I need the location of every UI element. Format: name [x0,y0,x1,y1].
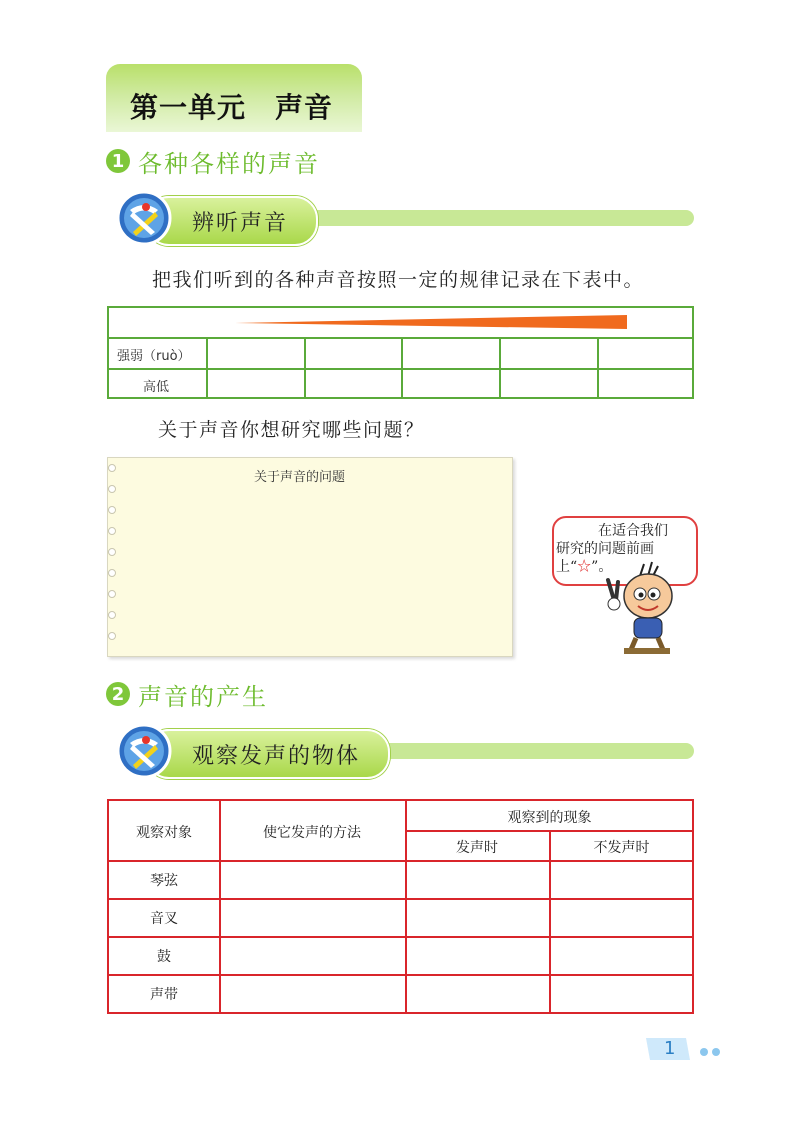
intensity-wedge [235,314,629,330]
row-label: 声带 [150,987,178,1003]
page-number: 1 [664,1038,676,1059]
row-label: 鼓 [157,949,171,965]
activity-icon [116,190,172,246]
section-1-number: 1 [106,149,130,173]
row-label: 琴弦 [150,873,178,889]
questions-notepad [107,457,513,657]
observation-table [107,799,694,1014]
section-1-title: 各种各样的声音 [138,150,320,178]
page-number-tab [640,1034,724,1064]
activity-2-label: 观察发声的物体 [192,744,361,769]
bubble-line-2: 研究的问题前画 [556,541,654,557]
notepad-title: 关于声音的问题 [254,470,346,485]
star-icon: ☆ [577,559,592,575]
bubble-line-1: 在适合我们 [598,523,668,539]
section-2-number: 2 [106,682,130,706]
row-label: 音叉 [150,911,178,927]
header-sounding: 发声时 [456,840,498,856]
row-label-pitch: 高低 [143,380,170,395]
activity-icon [116,723,172,779]
question-1: 关于声音你想研究哪些问题？ [158,419,425,441]
header-phenomenon: 观察到的现象 [507,810,592,826]
instruction-1: 把我们听到的各种声音按照一定的规律记录在下表中。 [152,269,645,291]
row-label-intensity: 强弱（ruò） [117,349,191,364]
header-silent: 不发声时 [593,840,650,856]
header-object: 观察对象 [136,825,192,841]
header-method: 使它发声的方法 [263,825,361,841]
mascot-icon [600,560,680,658]
notepad-ring-holes [106,462,122,652]
activity-1-label: 辨听声音 [192,211,289,236]
sound-record-table [107,306,694,399]
bubble-line-3: 上“☆”。 [556,559,613,575]
section-2-title: 声音的产生 [138,683,268,711]
unit-title: 第一单元 声音 [130,91,334,124]
